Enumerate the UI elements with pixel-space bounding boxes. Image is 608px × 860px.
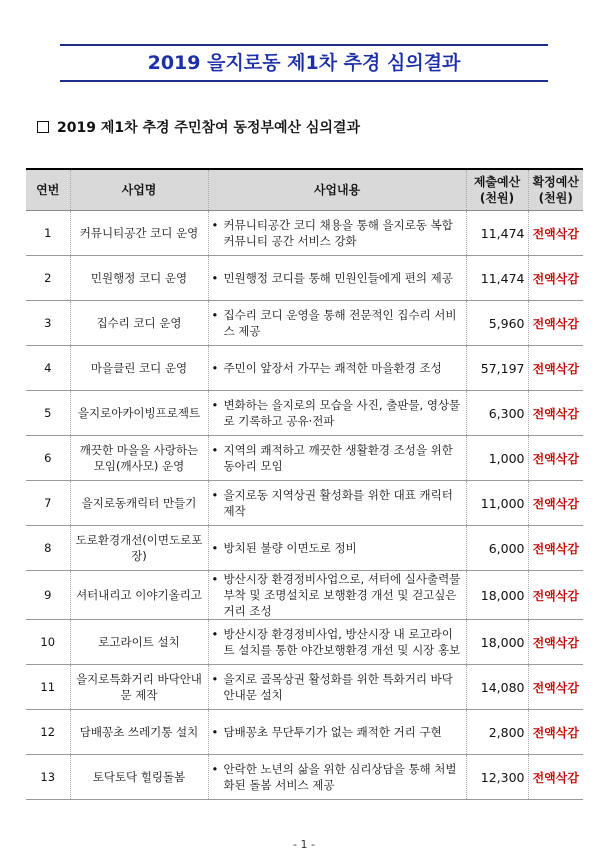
bullet-icon: •: [211, 308, 219, 322]
requested-budget: 2,800: [466, 710, 528, 755]
project-name: 을지로아카이빙프로젝트: [70, 391, 208, 436]
project-description: [208, 755, 466, 800]
row-number: 12: [26, 710, 70, 755]
project-name: 토닥토닥 힐링돌봄: [70, 755, 208, 800]
description-text: 지역의 쾌적하고 깨끗한 생활환경 조성을 위한 동아리 모임: [223, 443, 453, 473]
project-description: [208, 346, 466, 391]
description-text: 방산시장 환경정비사업으로, 셔터에 실사출력물 부착 및 조명설치로 보행환경 개선 및 걷고싶은 거리 조성: [223, 572, 461, 618]
project-name: 커뮤니티공간 코디 운영: [70, 211, 208, 256]
project-name: 을지로특화거리 바닥안내문 제작: [70, 665, 208, 710]
final-budget: 전액삭감: [528, 346, 583, 391]
project-name: 집수리 코디 운영: [70, 301, 208, 346]
table-row: [26, 710, 583, 755]
final-budget: 전액삭감: [528, 710, 583, 755]
bullet-icon: •: [211, 541, 219, 555]
requested-budget: 6,000: [466, 526, 528, 571]
final-budget: 전액삭감: [528, 665, 583, 710]
row-number: 3: [26, 301, 70, 346]
bullet-icon: •: [211, 443, 219, 457]
description-text: 을지로동 지역상권 활성화를 위한 대표 캐릭터 제작: [223, 488, 453, 518]
requested-budget: 12,300: [466, 755, 528, 800]
bullet-icon: •: [211, 398, 219, 412]
table-row: [26, 211, 583, 256]
title-bottom-rule: [60, 80, 548, 82]
table-row: [26, 436, 583, 481]
description-text: 민원행정 코디를 통해 민원인들에게 편의 제공: [223, 271, 453, 285]
final-budget: 전액삭감: [528, 755, 583, 800]
final-budget: 전액삭감: [528, 526, 583, 571]
table-row: [26, 665, 583, 710]
requested-budget: 11,474: [466, 256, 528, 301]
budget-review-table: [26, 168, 583, 800]
project-name: 깨끗한 마을을 사랑하는 모임(깨사모) 운영: [70, 436, 208, 481]
description-text: 방산시장 환경정비사업, 방산시장 내 로고라이트 설치를 통한 야간보행환경 개선 및 시장 홍보: [223, 627, 461, 657]
description-text: 변화하는 을지로의 모습을 사진, 출판물, 영상물로 기록하고 공유·전파: [223, 398, 461, 428]
table-row: [26, 256, 583, 301]
description-text: 을지로 골목상권 활성화를 위한 특화거리 바닥 안내문 설치: [223, 672, 453, 702]
final-budget: 전액삭감: [528, 436, 583, 481]
section-heading: [37, 117, 360, 137]
table-row: [26, 571, 583, 620]
bullet-icon: •: [211, 218, 219, 232]
final-budget: 전액삭감: [528, 620, 583, 665]
requested-budget: 5,960: [466, 301, 528, 346]
row-number: 11: [26, 665, 70, 710]
requested-budget: 6,300: [466, 391, 528, 436]
project-description: [208, 571, 466, 620]
final-budget: 전액삭감: [528, 481, 583, 526]
project-name: 셔터내리고 이야기올리고: [70, 571, 208, 620]
bullet-icon: •: [211, 627, 219, 641]
table-row: [26, 346, 583, 391]
bullet-icon: •: [211, 361, 219, 375]
project-description: [208, 481, 466, 526]
description-text: 집수리 코디 운영을 통해 전문적인 집수리 서비스 제공: [223, 308, 457, 338]
header-requested: 제출예산 (천원): [466, 169, 528, 211]
final-budget: 전액삭감: [528, 301, 583, 346]
project-description: [208, 391, 466, 436]
project-name: 담배꽁초 쓰레기통 설치: [70, 710, 208, 755]
row-number: 2: [26, 256, 70, 301]
table-row: [26, 620, 583, 665]
bullet-icon: •: [211, 762, 219, 776]
bullet-icon: •: [211, 672, 219, 686]
row-number: 9: [26, 571, 70, 620]
table-row: [26, 301, 583, 346]
project-description: [208, 211, 466, 256]
project-name: 을지로동캐릭터 만들기: [70, 481, 208, 526]
header-desc: 사업내용: [208, 169, 466, 211]
project-description: [208, 620, 466, 665]
requested-budget: 11,474: [466, 211, 528, 256]
project-description: [208, 710, 466, 755]
description-text: 주민이 앞장서 가꾸는 쾌적한 마을환경 조성: [223, 361, 442, 375]
project-description: [208, 301, 466, 346]
row-number: 8: [26, 526, 70, 571]
document-title: 2019 을지로동 제1차 추경 심의결과: [147, 52, 461, 74]
bullet-icon: •: [211, 488, 219, 502]
project-description: [208, 436, 466, 481]
bullet-icon: •: [211, 725, 219, 739]
project-name: 도로환경개선(이면도로포장): [70, 526, 208, 571]
requested-budget: 57,197: [466, 346, 528, 391]
description-text: 담배꽁초 무단투기가 없는 쾌적한 거리 구현: [223, 725, 442, 739]
final-budget: 전액삭감: [528, 571, 583, 620]
table-header-row: [26, 169, 583, 211]
header-name: 사업명: [70, 169, 208, 211]
row-number: 4: [26, 346, 70, 391]
header-final: 확정예산 (천원): [528, 169, 583, 211]
row-number: 7: [26, 481, 70, 526]
requested-budget: 11,000: [466, 481, 528, 526]
row-number: 1: [26, 211, 70, 256]
requested-budget: 1,000: [466, 436, 528, 481]
project-description: [208, 526, 466, 571]
document-title-block: [60, 44, 548, 82]
project-name: 민원행정 코디 운영: [70, 256, 208, 301]
description-text: 안락한 노년의 삶을 위한 심리상담을 통해 처벌화된 돌봄 서비스 제공: [223, 762, 457, 792]
requested-budget: 18,000: [466, 571, 528, 620]
project-name: 마을클린 코디 운영: [70, 346, 208, 391]
project-description: [208, 256, 466, 301]
project-description: [208, 665, 466, 710]
table-row: [26, 526, 583, 571]
description-text: 방치된 불량 이면도로 정비: [223, 541, 357, 555]
final-budget: 전액삭감: [528, 256, 583, 301]
final-budget: 전액삭감: [528, 391, 583, 436]
table-row: [26, 391, 583, 436]
header-no: 연번: [26, 169, 70, 211]
row-number: 6: [26, 436, 70, 481]
table-row: [26, 755, 583, 800]
final-budget: 전액삭감: [528, 211, 583, 256]
row-number: 13: [26, 755, 70, 800]
page-number: - 1 -: [293, 838, 315, 851]
table-row: [26, 481, 583, 526]
section-heading-text: 2019 제1차 추경 주민참여 동정부예산 심의결과: [57, 120, 360, 136]
project-name: 로고라이트 설치: [70, 620, 208, 665]
row-number: 10: [26, 620, 70, 665]
checkbox-square-icon: [37, 121, 49, 133]
requested-budget: 14,080: [466, 665, 528, 710]
row-number: 5: [26, 391, 70, 436]
bullet-icon: •: [211, 271, 219, 285]
description-text: 커뮤니티공간 코디 채용을 통해 을지로동 복합커뮤니티 공간 서비스 강화: [223, 218, 453, 248]
requested-budget: 18,000: [466, 620, 528, 665]
bullet-icon: •: [211, 572, 219, 586]
